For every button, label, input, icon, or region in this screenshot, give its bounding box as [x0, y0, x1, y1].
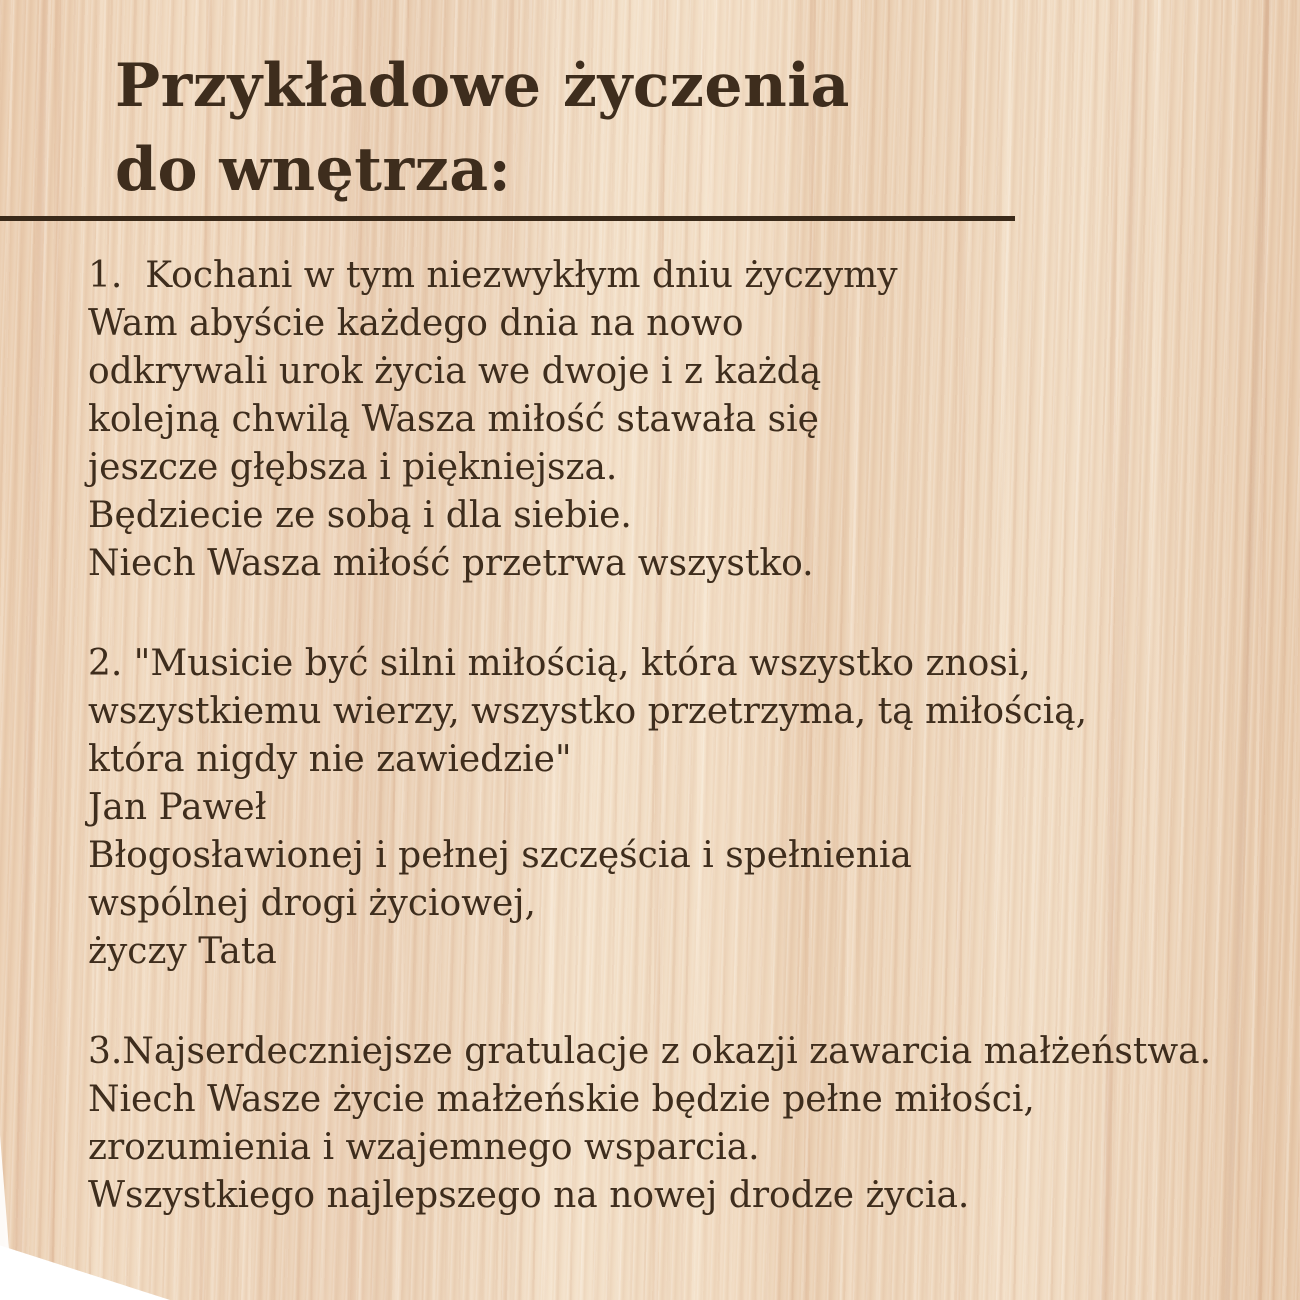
text-line: 2. "Musicie być silni miłością, która wszystko znosi,	[88, 643, 1031, 684]
text-line: Wszystkiego najlepszego na nowej drodze życia.	[88, 1175, 970, 1216]
text-line: Jan Paweł	[88, 787, 267, 828]
text-line: odkrywali urok życia we dwoje i z każdą	[88, 351, 822, 392]
text-line: Będziecie ze sobą i dla siebie.	[88, 495, 632, 536]
text-line: życzy Tata	[88, 931, 277, 972]
text-line: 3.Najserdeczniejsze gratulacje z okazji zawarcia małżeństwa.	[88, 1031, 1212, 1072]
text-line: zrozumienia i wzajemnego wsparcia.	[88, 1127, 760, 1168]
text-line: kolejną chwilą Wasza miłość stawała się	[88, 399, 819, 440]
text-line: Błogosławionej i pełnej szczęścia i spełnienia	[88, 835, 912, 876]
wishes-list	[88, 252, 1288, 1220]
wish-paragraph	[88, 252, 1288, 588]
text-line: wspólnej drogi życiowej,	[88, 883, 536, 924]
text-line: Niech Wasze życie małżeńskie będzie pełne miłości,	[88, 1079, 1035, 1120]
text-line: Niech Wasza miłość przetrwa wszystko.	[88, 543, 814, 584]
page-header	[115, 44, 850, 212]
title-underline	[0, 216, 1015, 221]
page-title-line-2: do wnętrza:	[115, 135, 512, 205]
wish-paragraph	[88, 640, 1288, 976]
text-line: wszystkiemu wierzy, wszystko przetrzyma, tą miłością,	[88, 691, 1088, 732]
photo-edge-artifact	[0, 1230, 170, 1300]
wood-grain-streak	[16, 0, 47, 1300]
text-line: Wam abyście każdego dnia na nowo	[88, 303, 744, 344]
text-line: jeszcze głębsza i piękniejsza.	[88, 447, 618, 488]
wish-paragraph	[88, 1028, 1288, 1220]
text-line: 1. Kochani w tym niezwykłym dniu życzymy	[88, 255, 898, 296]
text-line: która nigdy nie zawiedzie"	[88, 739, 572, 780]
page-title-line-1: Przykładowe życzenia	[115, 51, 850, 121]
